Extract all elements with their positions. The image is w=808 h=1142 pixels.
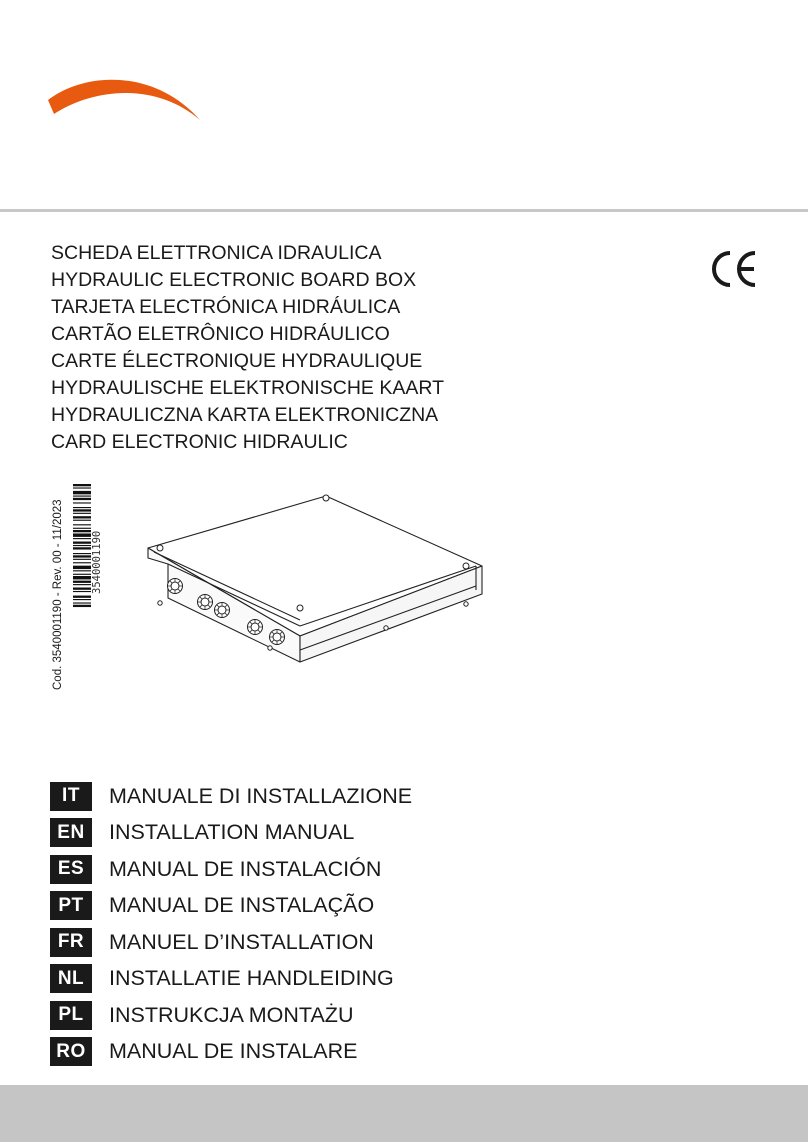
manual-label-es: MANUAL DE INSTALACIÓN [109, 856, 382, 881]
title-en: HYDRAULIC ELECTRONIC BOARD BOX [51, 269, 417, 291]
title-pt: CARTÃO ELETRÔNICO HIDRÁULICO [51, 323, 390, 345]
title-pl: HYDRAULICZNA KARTA ELEKTRONICZNA [51, 404, 439, 426]
manual-row-en [50, 815, 412, 852]
language-badge-fr: FR [50, 928, 92, 957]
manual-label-pt: MANUAL DE INSTALAÇÃO [109, 893, 375, 918]
language-badge-en: EN [50, 818, 92, 847]
brand-logo [44, 70, 204, 126]
document-code: Cod. 3540001190 - Rev. 00 - 11/2023 [52, 499, 64, 690]
manual-row-es [50, 851, 412, 888]
manual-label-pl: INSTRUKCJA MONTAŻU [109, 1002, 354, 1027]
manual-label-fr: MANUEL D’INSTALLATION [109, 929, 374, 954]
title-ro: CARD ELECTRONIC HIDRAULIC [51, 431, 348, 453]
board-box-illustration [140, 486, 490, 664]
manual-label-ro: MANUAL DE INSTALARE [109, 1039, 358, 1064]
language-badge-it: IT [50, 782, 92, 811]
language-badge-ro: RO [50, 1037, 92, 1066]
title-it: SCHEDA ELETTRONICA IDRAULICA [51, 242, 382, 264]
barcode-number: 3540001190 [91, 530, 103, 594]
manual-row-pl [50, 997, 412, 1034]
title-nl: HYDRAULISCHE ELEKTRONISCHE KAART [51, 377, 444, 399]
manual-row-ro [50, 1034, 412, 1071]
manual-label-nl: INSTALLATIE HANDLEIDING [109, 966, 394, 991]
language-badge-pl: PL [50, 1001, 92, 1030]
language-badge-es: ES [50, 855, 92, 884]
footer-band [0, 1085, 808, 1142]
title-es: TARJETA ELECTRÓNICA HIDRÁULICA [51, 296, 401, 318]
product-titles [51, 240, 444, 456]
manual-row-it [50, 778, 412, 815]
title-fr: CARTE ÉLECTRONIQUE HYDRAULIQUE [51, 350, 423, 372]
manual-row-pt [50, 888, 412, 925]
ce-mark-icon [708, 249, 760, 289]
language-badge-nl: NL [50, 964, 92, 993]
language-badge-pt: PT [50, 891, 92, 920]
manual-row-fr [50, 924, 412, 961]
manual-row-nl [50, 961, 412, 998]
manual-label-en: INSTALLATION MANUAL [109, 820, 355, 845]
manual-label-it: MANUALE DI INSTALLAZIONE [109, 783, 413, 808]
manual-language-list [50, 778, 412, 1070]
header-divider [0, 209, 808, 212]
